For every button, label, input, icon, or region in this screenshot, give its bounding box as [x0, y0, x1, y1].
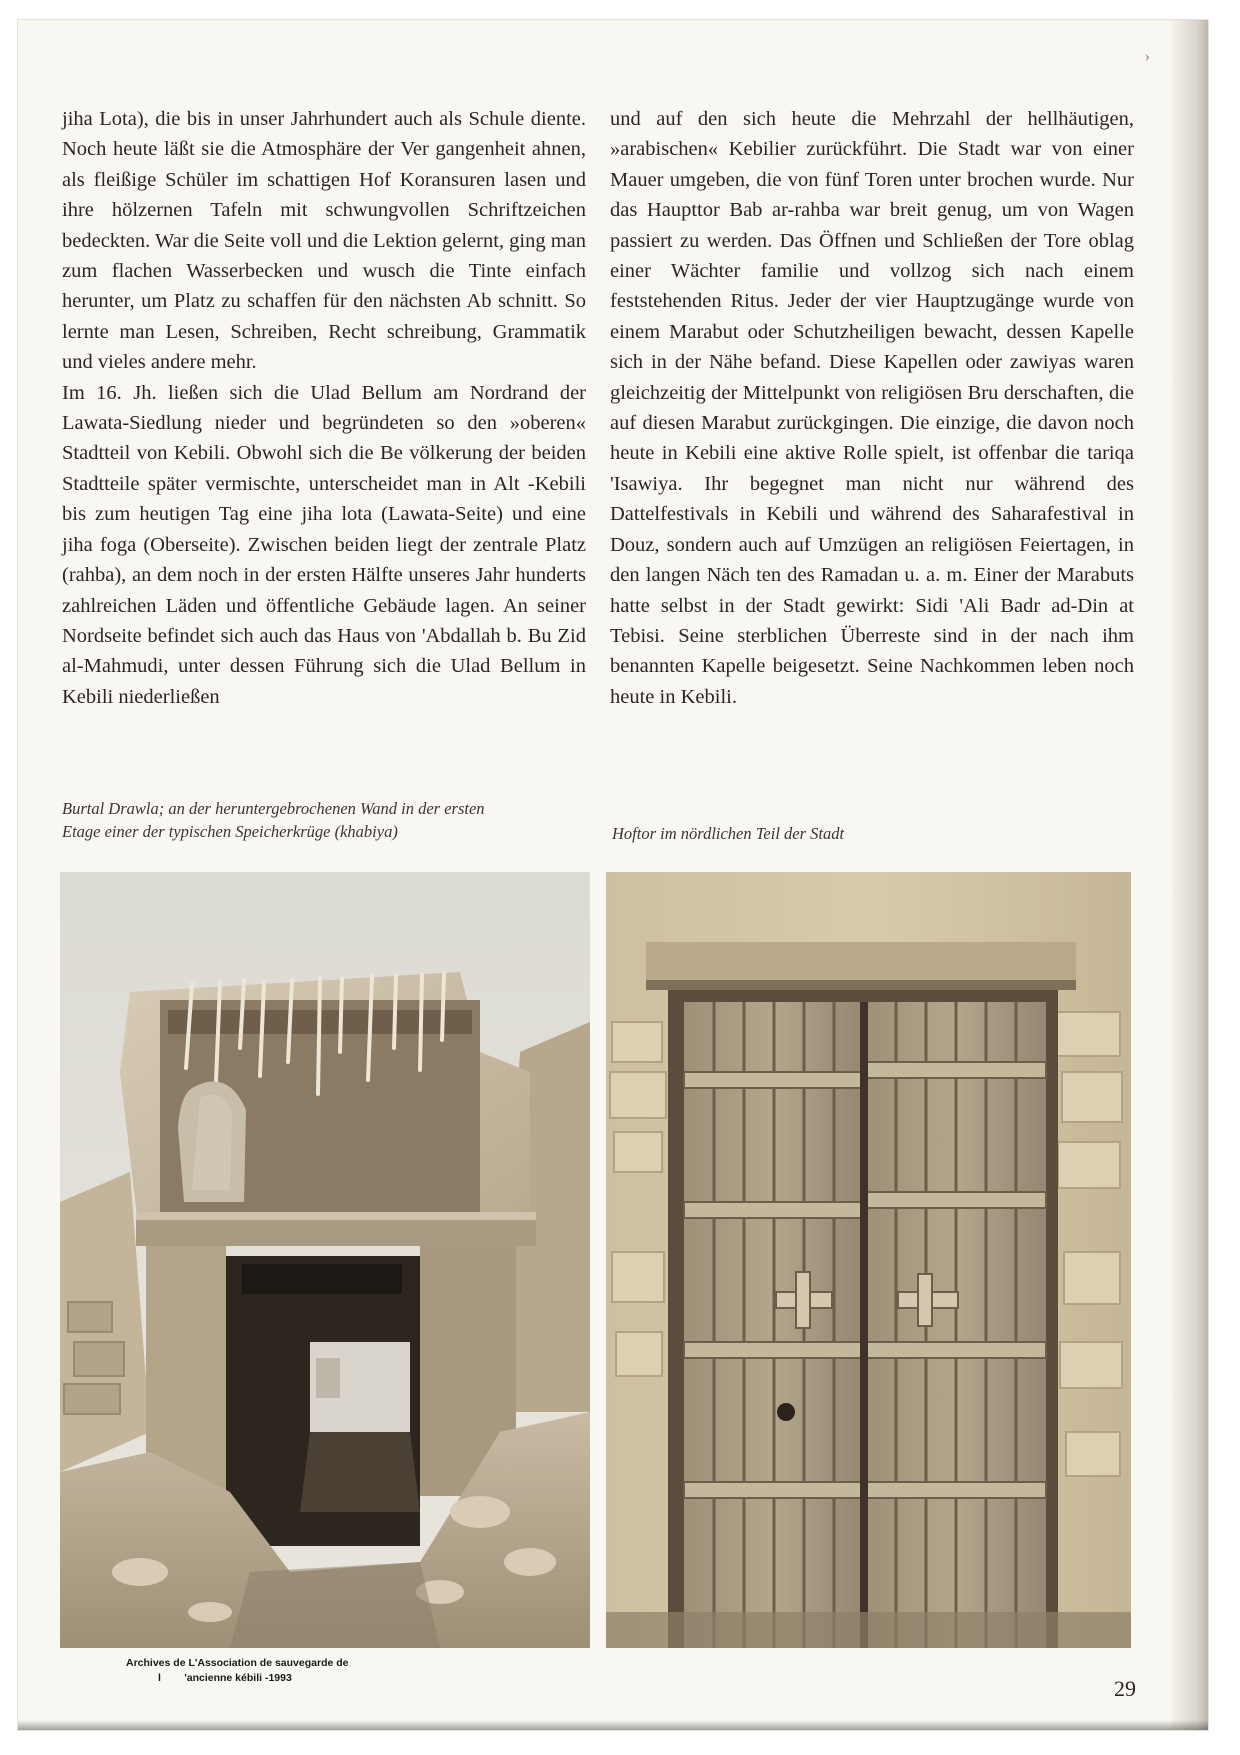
left-paragraph	[62, 104, 586, 378]
text-line: diente. Noch heute läßt sie die Atmosphäre der Ver	[62, 108, 586, 161]
right-paragraph	[610, 104, 1134, 712]
text-line: »arabischen« Kebilier zurückführt. Die Stadt war von	[610, 138, 1094, 161]
left-paragraph	[62, 378, 586, 712]
text-line: der Lawata-Siedlung nieder und begründeten so den	[62, 381, 586, 435]
text-line: von 'Abdallah b. Bu Zid al-Mahmudi, unter dessen	[62, 624, 586, 678]
text-line: benannten Kapelle beigesetzt. Seine Nachkommen	[610, 655, 1043, 678]
text-line: während des Saharafestival in Douz, sondern auch auf	[610, 503, 1134, 556]
text-line: gangenheit ahnen, als fleißige Schüler im schattigen	[62, 138, 587, 191]
archive-credit	[126, 1656, 349, 1686]
text-line: »oberen« Stadtteil von Kebili. Obwohl sich die Be	[62, 412, 586, 465]
caption-line: Etage einer der typischen Speicherkrüge (khabiya)	[62, 822, 398, 841]
text-line: Umzügen an religiösen Feiertagen, in den langen Näch	[610, 533, 1134, 587]
text-line: sich in der Nähe befand. Diese Kapellen oder zawiyas	[610, 351, 1084, 374]
text-line: schreibung, Grammatik und vieles andere mehr.	[62, 320, 587, 374]
text-line: selbst in der Stadt gewirkt: Sidi 'Ali Badr ad-Din at	[660, 594, 1135, 617]
text-line: Ritus. Jeder der vier Hauptzugänge wurde von einem	[610, 290, 1135, 343]
door-illustration	[606, 872, 1131, 1648]
corner-mark: ›	[1144, 48, 1150, 65]
text-line: Führung sich die Ulad Bellum in Kebili niederließen	[62, 655, 586, 708]
text-line: unterscheidet man in Alt -Kebili bis zum heutigen	[62, 472, 586, 526]
text-line: brochen wurde. Nur das Haupttor Bab ar-rahba war	[610, 168, 1134, 222]
text-line: hunderts zahlreichen Läden und öffentliche Gebäude	[62, 564, 587, 617]
text-line: Marabut oder Schutzheiligen bewacht, dessen Kapelle	[669, 320, 1134, 343]
text-line: waren gleichzeitig der Mittelpunkt von religiösen Bru	[610, 351, 1134, 404]
text-line: breit genug, um von Wagen passiert zu werden. Das	[610, 199, 1134, 252]
text-line: einzige, die davon noch heute in Kebili eine aktive Rolle	[610, 412, 1134, 465]
text-line: nicht nur während des Dattelfestivals in Kebili und	[610, 472, 1134, 526]
text-line: herunter, um Platz zu schaffen für den nächsten Ab	[62, 290, 492, 313]
archive-credit-line: Archives de L'Association de sauvegarde de	[126, 1657, 349, 1669]
left-photo-caption	[62, 797, 602, 843]
text-line: spielt, ist offenbar die tariqa 'Isawiya. Ihr begegnet man	[610, 442, 1134, 495]
text-line: einer Mauer umgeben, die von fünf Toren unter	[610, 138, 1134, 191]
archive-credit-line: l 'ancienne kébili -1993	[158, 1672, 292, 1684]
page-curl-edge	[1172, 20, 1208, 1730]
right-text-column	[610, 104, 1134, 712]
text-line: jiha Lota), die bis in unser Jahrhundert auch als Schule	[62, 108, 531, 130]
gatehouse-illustration	[60, 872, 590, 1648]
text-line: leben noch heute in Kebili.	[610, 655, 1134, 708]
page-number: 29	[1114, 1676, 1136, 1701]
text-line: (rahba), an dem noch in der ersten Hälfte unseres Jahr	[62, 564, 510, 587]
text-line: und auf den sich heute die Mehrzahl der hellhäutigen,	[610, 108, 1134, 130]
gatehouse-photo	[60, 872, 590, 1648]
text-line: schnitt. So lernte man Lesen, Schreiben, Recht	[62, 290, 587, 343]
text-line: Öffnen und Schließen der Tore oblag einer Wächter	[610, 229, 1134, 283]
text-line: Seite voll und die Lektion gelernt, ging man zum	[62, 229, 586, 283]
text-line: schwungvollen Schriftzeichen bedeckten. War die	[62, 199, 586, 252]
text-line: familie und vollzog sich nach einem feststehenden	[610, 260, 1134, 313]
right-photo-caption	[612, 822, 1132, 845]
text-line: lagen. An seiner Nordseite befindet sich auch das Haus	[62, 594, 587, 647]
text-line: Tebisi. Seine sterblichen Überreste sind in der nach ihm	[610, 624, 1134, 647]
text-line: völkerung der beiden Stadtteile später vermischte,	[62, 442, 586, 495]
caption-line: Hoftor im nördlichen Teil der Stadt	[612, 824, 845, 843]
caption-line: Burtal Drawla; an der heruntergebrochenen Wand in der ersten	[62, 799, 485, 818]
text-line: Im 16. Jh. ließen sich die Ulad Bellum am Nordrand	[62, 381, 560, 404]
door-right-leaf	[866, 1002, 1046, 1648]
text-line: flachen Wasserbecken und wusch die Tinte einfach	[111, 260, 586, 283]
door-left-leaf	[684, 1002, 862, 1648]
text-line: (Oberseite). Zwischen beiden liegt der zentrale Platz	[143, 533, 586, 556]
text-line: Hof Koransuren lasen und ihre hölzernen Tafeln mit	[62, 168, 586, 222]
text-line: Tag eine jiha lota (Lawata-Seite) und eine jiha foga	[62, 503, 587, 556]
left-text-column	[62, 104, 586, 712]
text-line: ten des Ramadan u. a. m. Einer der Marabuts hatte	[610, 564, 1135, 617]
bottom-shadow	[18, 1720, 1208, 1730]
courtyard-door-photo	[606, 872, 1131, 1648]
text-line: derschaften, die auf diesen Marabut zurückgingen. Die	[610, 381, 1134, 435]
